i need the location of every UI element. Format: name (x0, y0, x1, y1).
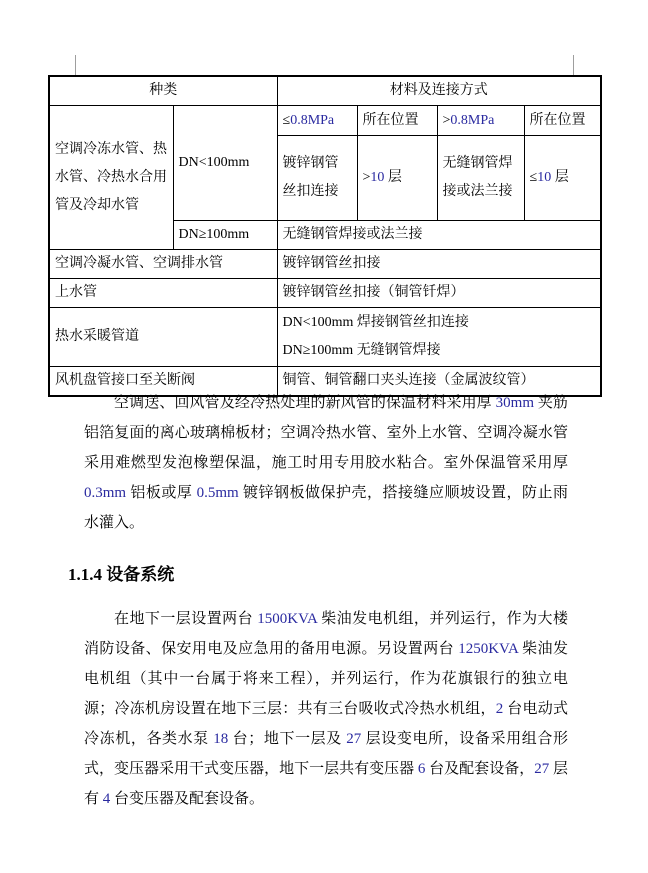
cell-kind-fan-coil: 风机盘管接口至关断阀 (49, 367, 277, 397)
pipe-material-table (48, 75, 602, 397)
cell-floor-high: ≤10 层 (524, 136, 601, 221)
cell-conn-high-pressure: 无缝钢管焊接或法兰接 (437, 136, 524, 221)
cell-dn-ge-100-conn: 无缝钢管焊接或法兰接 (277, 221, 601, 250)
header-cell-material: 材料及连接方式 (277, 76, 601, 106)
cell-dn-ge-100: DN≥100mm (173, 221, 277, 250)
cell-kind-heating-pipe: 热水采暖管道 (49, 308, 277, 367)
cell-conn-heating-pipe (277, 308, 601, 367)
cell-conn-condensate: 镀锌钢管丝扣接 (277, 250, 601, 279)
heating-conn-line2: DN≥100mm 无缝钢管焊接 (282, 343, 441, 358)
equipment-paragraph: 在地下一层设置两台 1500KVA 柴油发电机组，并列运行，作为大楼消防设备、保安用电及应急用的备用电源。另设置两台 1250KVA 柴油发电机组（其中一台属于将来工程），并列运行，作为花旗银行的独立电源；冷冻机房设置在地下三层：共有三台吸收式冷热水机组，2 台电动式冷冻机，各类水泵 18 台；地下一层及 27 层设变电所，设备采用组合形式，变压器采用干式变压器，地下一层共有变压器 6 台及配套设备，27 层有 4 台变压器及配套设备。 (84, 611, 568, 807)
cell-conn-low-pressure: 镀锌钢管丝扣连接 (277, 136, 357, 221)
cell-kind-condensate: 空调冷凝水管、空调排水管 (49, 250, 277, 279)
cell-kind-supply-water: 上水管 (49, 279, 277, 308)
margin-crop-mark-top-right-vertical (573, 55, 574, 75)
cell-conn-supply-water: 镀锌钢管丝扣接（铜管钎焊） (277, 279, 601, 308)
cell-location-2: 所在位置 (524, 106, 601, 136)
table-row (49, 279, 601, 308)
table-header-row (49, 76, 601, 106)
cell-floor-low: >10 层 (357, 136, 437, 221)
table-row (49, 308, 601, 367)
heating-conn-line1: DN<100mm 焊接钢管丝扣连接 (282, 315, 469, 330)
insulation-paragraph: 空调送、回风管及经冷热处理的新风管的保温材料采用厚 30mm 夹筋铝箔复面的离心玻璃棉板材；空调冷热水管、室外上水管、空调冷凝水管采用难燃型发泡橡塑保温，施工时用专用胶水粘合。室外保温管采用厚 0.3mm 铝板或厚 0.5mm 镀锌钢板做保护壳，搭接缝应顺坡设置，防止雨水灌入。 (84, 395, 568, 531)
cell-pressure-low: ≤0.8MPa (277, 106, 357, 136)
margin-crop-mark-top-left-vertical (75, 55, 76, 75)
body-text-block (68, 388, 568, 814)
cell-conn-fan-coil: 铜管、铜管翻口夹头连接（金属波纹管） (277, 367, 601, 397)
section-heading-1-1-4: 1.1.4 设备系统 (68, 565, 175, 584)
cell-dn-less-100: DN<100mm (173, 106, 277, 221)
cell-location-1: 所在位置 (357, 106, 437, 136)
cell-pressure-high: >0.8MPa (437, 106, 524, 136)
table-row (49, 250, 601, 279)
table-subheader-row (49, 106, 601, 136)
cell-kind-chilled-water: 空调冷冻水管、热水管、冷热水合用管及冷却水管 (49, 106, 173, 250)
header-cell-kind: 种类 (49, 76, 277, 106)
